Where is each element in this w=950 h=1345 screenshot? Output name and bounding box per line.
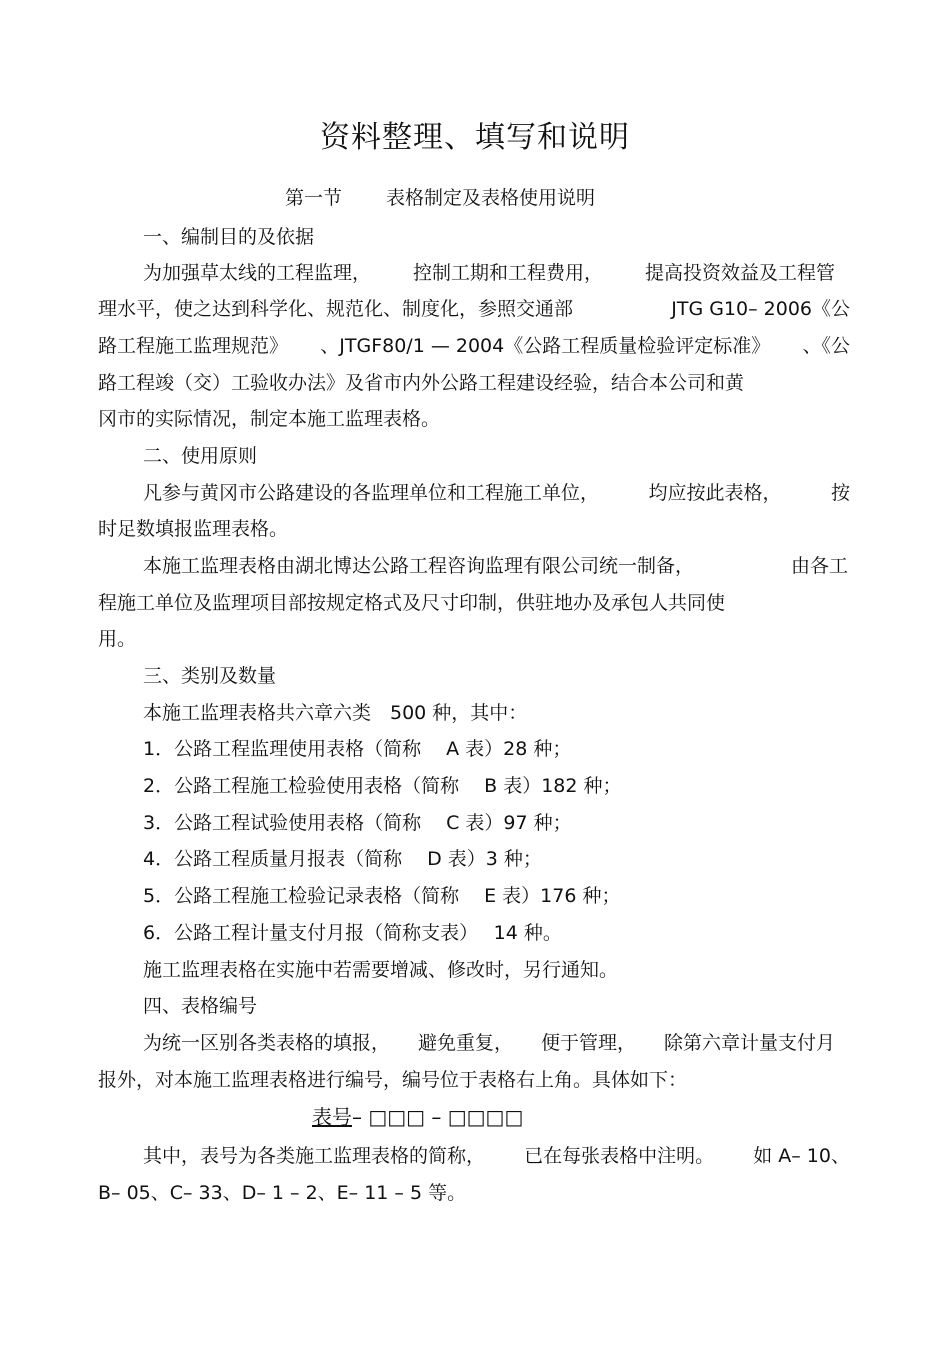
section-number: 第一节 — [285, 187, 343, 209]
text-segment: 其中，表号为各类施工监理表格的简称， — [143, 1145, 486, 1167]
category-item: 5．公路工程施工检验记录表格（简称 E 表）176 种； — [143, 885, 621, 907]
para-4-line-2: 报外，对本施工监理表格进行编号，编号位于表格右上角。具体如下： — [98, 1069, 688, 1091]
para-1-line-3 — [98, 333, 850, 359]
para-3-line-3: 用。 — [98, 628, 137, 650]
para-1-line-4: 路工程竣（交）工验收办法》及省市内外公路工程建设经验，结合本公司和黄 — [98, 372, 745, 394]
heading-3: 三、类别及数量 — [143, 665, 277, 687]
text-segment: 本施工监理表格由湖北博达公路工程咨询监理有限公司统一制备， — [143, 555, 695, 577]
heading-4: 四、表格编号 — [143, 995, 258, 1017]
text-segment: 已在每张表格中注明。 — [524, 1145, 715, 1167]
code-format-label: 表号 — [312, 1105, 352, 1129]
document-title: 资料整理、填写和说明 — [320, 120, 630, 155]
text-segment: 凡参与黄冈市公路建设的各监理单位和工程施工单位， — [143, 482, 600, 504]
para-1-line-5: 冈市的实际情况，制定本施工监理表格。 — [98, 408, 441, 430]
para-5-line-2: B– 05、C– 33、D– 1 – 2、E– 11 – 5 等。 — [98, 1182, 467, 1204]
para-2-line-2: 时足数填报监理表格。 — [98, 518, 289, 540]
text-segment: 避免重复， — [417, 1032, 513, 1054]
category-item: 2．公路工程施工检验使用表格（简称 B 表）182 种； — [143, 775, 622, 797]
heading-1: 一、编制目的及依据 — [143, 226, 315, 248]
para-4-line-1 — [143, 1030, 835, 1056]
text-segment: 、JTGF80/1 — 2004《公路工程质量检验评定标准》 — [320, 335, 771, 357]
category-item: 6．公路工程计量支付月报（简称支表） 14 种。 — [143, 922, 562, 944]
text-segment: 按 — [830, 482, 850, 504]
text-segment: 为统一区别各类表格的填报， — [143, 1032, 391, 1054]
text-segment: 、《公 — [802, 335, 850, 357]
text-segment: 提高投资效益及工程管 — [644, 262, 835, 284]
para-1-line-1 — [143, 260, 835, 286]
heading-2: 二、使用原则 — [143, 445, 258, 467]
text-segment: 由各工 — [790, 555, 848, 577]
para-1-line-2 — [98, 296, 850, 322]
text-segment: 控制工期和工程费用， — [412, 262, 603, 284]
category-item: 1．公路工程监理使用表格（简称 A 表）28 种； — [143, 738, 572, 760]
text-segment: 均应按此表格， — [648, 482, 782, 504]
para-2-line-1 — [143, 480, 850, 506]
para-3-line-2: 程施工单位及监理项目部按规定格式及尺寸印制，供驻地办及承包人共同使 — [98, 592, 726, 614]
section-title: 表格制定及表格使用说明 — [386, 187, 596, 209]
category-intro: 本施工监理表格共六章六类 500 种，其中： — [143, 702, 528, 724]
category-item: 3．公路工程试验使用表格（简称 C 表）97 种； — [143, 812, 572, 834]
text-segment: 为加强草太线的工程监理， — [143, 262, 372, 284]
text-segment: JTG G10– 2006《公 — [671, 298, 850, 320]
category-note: 施工监理表格在实施中若需要增减、修改时，另行通知。 — [143, 959, 619, 981]
para-3-line-1 — [143, 553, 848, 579]
text-segment: 除第六章计量支付月 — [663, 1032, 835, 1054]
code-format-pattern: – □□□ – □□□□ — [352, 1105, 524, 1129]
text-segment: 路工程施工监理规范》 — [98, 335, 289, 357]
text-segment: 理水平，使之达到科学化、规范化、制度化，参照交通部 — [98, 298, 574, 320]
category-item: 4．公路工程质量月报表（简称 D 表）3 种； — [143, 848, 542, 870]
code-format — [312, 1104, 523, 1130]
para-5-line-1 — [143, 1143, 850, 1169]
text-segment: 便于管理， — [540, 1032, 636, 1054]
text-segment: 如 A– 10、 — [753, 1145, 850, 1167]
